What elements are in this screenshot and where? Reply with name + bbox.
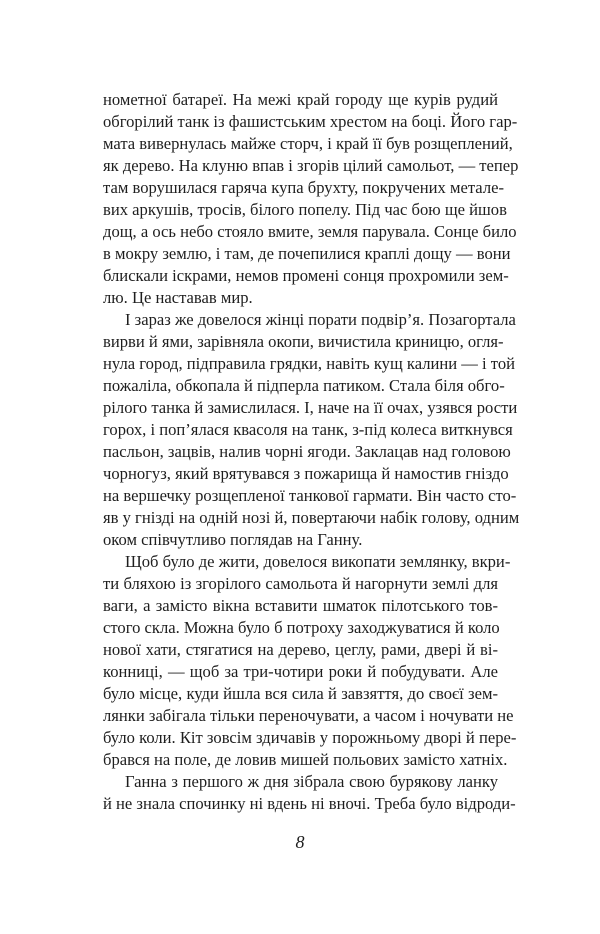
text-line: горох, і поп’ялася квасоля на танк, з-під колеса виткнувся: [103, 420, 513, 439]
text-line: нометної батареї. На межі край городу ще курів рудий: [103, 90, 498, 109]
text-line: вих аркушів, тросів, білого попелу. Під час бою ще йшов: [103, 200, 507, 219]
text-line: було місце, куди йшла вся сила й завзяття, до своєї зем-: [103, 684, 498, 703]
text-line: брався на поле, де ловив мишей польових замісто хатніх.: [103, 750, 508, 769]
text-line: на вершечку розщепленої танкової гармати. Він часто сто-: [103, 486, 517, 505]
text-line: яв у гнізді на одній нозі й, повертаючи набік голову, одним: [103, 508, 520, 527]
text-line: нула город, підправила грядки, навіть кущ калини — і той: [103, 354, 515, 373]
text-line: вирви й ями, зарівняла окопи, вичистила криницю, огля-: [103, 332, 504, 351]
body-text: [103, 89, 520, 815]
text-line: І зараз же довелося жінці порати подвір’я. Позагортала: [125, 310, 516, 329]
text-line: в мокру землю, і там, де почепилися краплі дощу — вони: [103, 244, 511, 263]
text-line: оком співчутливо поглядав на Ганну.: [103, 530, 363, 549]
text-line: Щоб було де жити, довелося викопати землянку, вкри-: [125, 552, 511, 571]
text-line: мата вивернулась майже сторч, і край її був розщеплений,: [103, 134, 513, 153]
text-line: Ганна з першого ж дня зібрала свою бурякову ланку: [125, 772, 498, 791]
text-line: було коли. Кіт зовсім здичавів у порожньому дворі й пере-: [103, 728, 517, 747]
text-line: стого скла. Можна було б потроху заходжуватися й коло: [103, 618, 500, 637]
text-line: дощ, а ось небо стояло вмите, земля парувала. Сонце било: [103, 222, 517, 241]
text-line: нової хати, стягатися на дерево, цеглу, рами, двері й ві-: [103, 640, 498, 659]
text-line: пасльон, зацвів, налив чорні ягоди. Заклацав над головою: [103, 442, 511, 461]
text-line: й не знала спочинку ні вдень ні вночі. Треба було відроди-: [103, 794, 516, 813]
text-line: там ворушилася гаряча купа брухту, покручених метале-: [103, 178, 504, 197]
text-line: чорногуз, який врятувався з пожарища й намостив гніздо: [103, 464, 509, 483]
text-line: конниці, — щоб за три-чотири роки й побудувати. Але: [103, 662, 498, 681]
text-line: рілого танка й замислилася. І, наче на її очах, узявся рости: [103, 398, 518, 417]
text-line: ти бляхою із згорілого самольота й нагорнути землі для: [103, 574, 498, 593]
text-line: пожаліла, обкопала й підперла патиком. Стала біля обго-: [103, 376, 505, 395]
text-line: лю. Це наставав мир.: [103, 288, 253, 307]
text-line: блискали іскрами, немов промені сонця прохромили зем-: [103, 266, 509, 285]
text-line: як дерево. На клуню впав і згорів цілий самольот, — тепер: [103, 156, 519, 175]
text-line: обгорілий танк із фашистським хрестом на боці. Його гар-: [103, 112, 518, 131]
page-number: 8: [295, 832, 305, 852]
text-line: лянки забігала тільки переночувати, а часом і ночувати не: [103, 706, 514, 725]
text-line: ваги, а замісто вікна вставити шматок пілотського тов-: [103, 596, 498, 615]
